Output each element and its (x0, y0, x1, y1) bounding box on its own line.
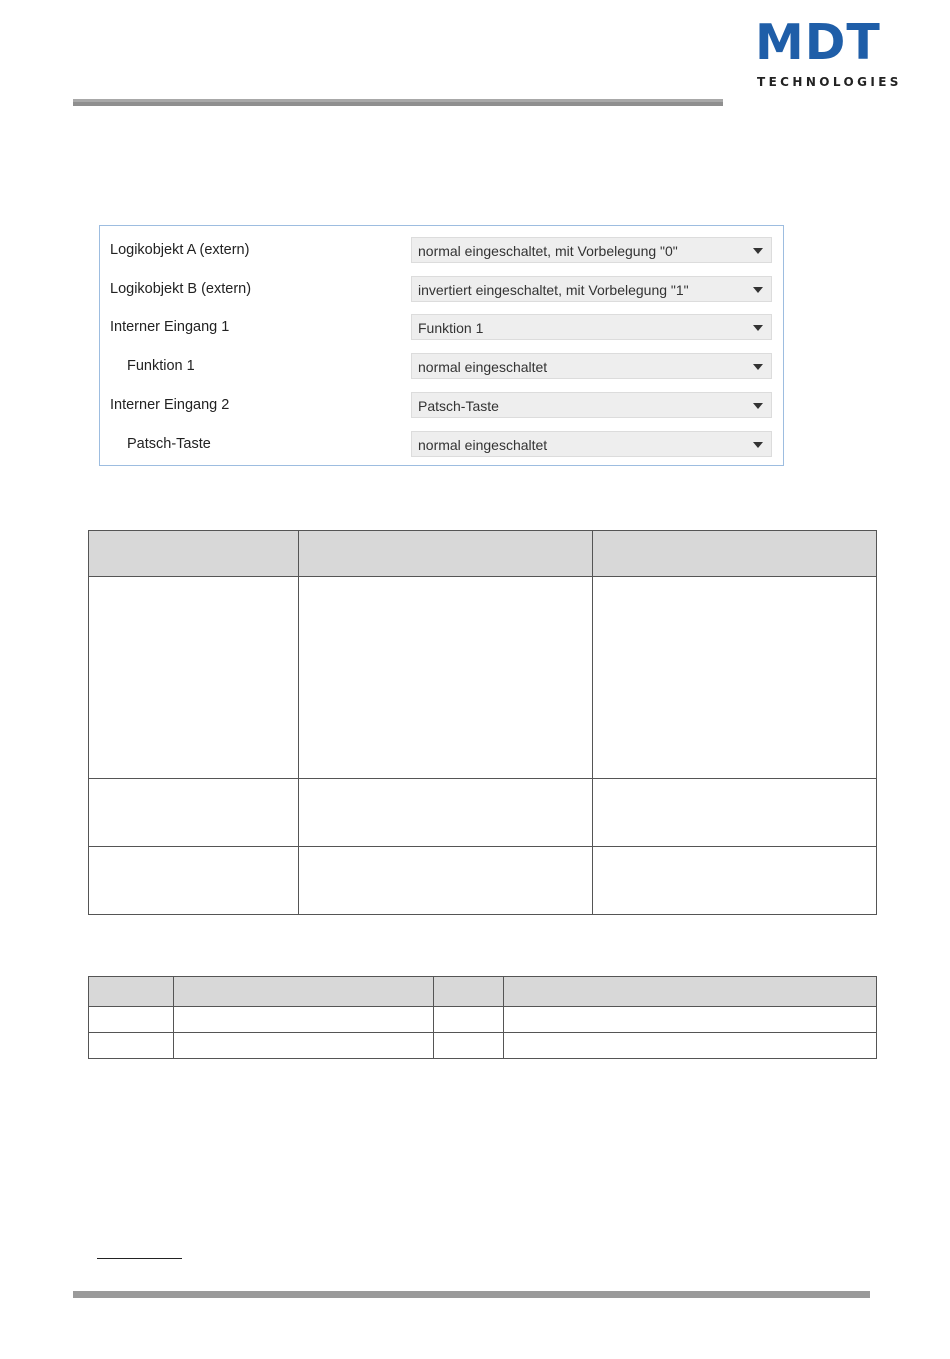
select-value: normal eingeschaltet (418, 359, 548, 375)
param-row-funktion-1 (100, 353, 783, 381)
select-value: Funktion 1 (418, 320, 484, 336)
logikobjekt-b-select[interactable] (411, 276, 772, 302)
table-row (89, 847, 877, 915)
logo-wordmark: MDT (755, 14, 881, 71)
interner-eingang-1-select[interactable] (411, 314, 772, 340)
table-cell (299, 779, 593, 847)
select-value: normal eingeschaltet (418, 437, 548, 453)
header-divider (73, 99, 723, 106)
table-header-cell (89, 977, 174, 1007)
table-cell (593, 577, 877, 779)
chevron-down-icon (753, 325, 763, 331)
param-label: Interner Eingang 2 (110, 397, 230, 413)
table-cell (593, 779, 877, 847)
logo-subtitle: TECHNOLOGIES (757, 75, 902, 89)
param-label: Patsch-Taste (127, 436, 211, 452)
communication-objects-table (88, 976, 877, 1059)
logikobjekt-a-select[interactable] (411, 237, 772, 263)
table-row (89, 1033, 877, 1059)
table-header-cell (434, 977, 504, 1007)
table-cell (174, 1033, 434, 1059)
table-cell (434, 1007, 504, 1033)
table-cell (89, 779, 299, 847)
chevron-down-icon (753, 442, 763, 448)
chevron-down-icon (753, 248, 763, 254)
table-header-cell (504, 977, 877, 1007)
table-header-cell (593, 531, 877, 577)
table-cell (89, 1033, 174, 1059)
table-header-row (89, 531, 877, 577)
parameter-description-table (88, 530, 877, 915)
table-cell (89, 847, 299, 915)
chevron-down-icon (753, 287, 763, 293)
table-row (89, 1007, 877, 1033)
table-cell (174, 1007, 434, 1033)
param-row-patsch-taste (100, 431, 783, 459)
table-cell (89, 577, 299, 779)
param-label: Interner Eingang 1 (110, 319, 230, 335)
table-header-cell (174, 977, 434, 1007)
param-label: Funktion 1 (127, 358, 195, 374)
interner-eingang-2-select[interactable] (411, 392, 772, 418)
table-cell (299, 577, 593, 779)
table-cell (504, 1007, 877, 1033)
parameter-panel (99, 225, 784, 466)
table-header-cell (89, 531, 299, 577)
chevron-down-icon (753, 364, 763, 370)
select-value: invertiert eingeschaltet, mit Vorbelegung "1" (418, 282, 689, 298)
param-row-logikobjekt-b (100, 276, 783, 304)
table-cell (593, 847, 877, 915)
mdt-logo (755, 14, 905, 93)
funktion-1-select[interactable] (411, 353, 772, 379)
footnote-divider (97, 1258, 182, 1259)
table-row (89, 577, 877, 779)
table-row (89, 779, 877, 847)
table-cell (89, 1007, 174, 1033)
param-row-interner-eingang-1 (100, 314, 783, 342)
select-value: normal eingeschaltet, mit Vorbelegung "0" (418, 243, 678, 259)
table-header-cell (299, 531, 593, 577)
param-row-logikobjekt-a (100, 237, 783, 265)
param-row-interner-eingang-2 (100, 392, 783, 420)
select-value: Patsch-Taste (418, 398, 499, 414)
footer-divider (73, 1291, 870, 1298)
param-label: Logikobjekt A (extern) (110, 242, 250, 258)
patsch-taste-select[interactable] (411, 431, 772, 457)
chevron-down-icon (753, 403, 763, 409)
param-label: Logikobjekt B (extern) (110, 281, 252, 297)
table-cell (504, 1033, 877, 1059)
table-cell (299, 847, 593, 915)
table-header-row (89, 977, 877, 1007)
table-cell (434, 1033, 504, 1059)
